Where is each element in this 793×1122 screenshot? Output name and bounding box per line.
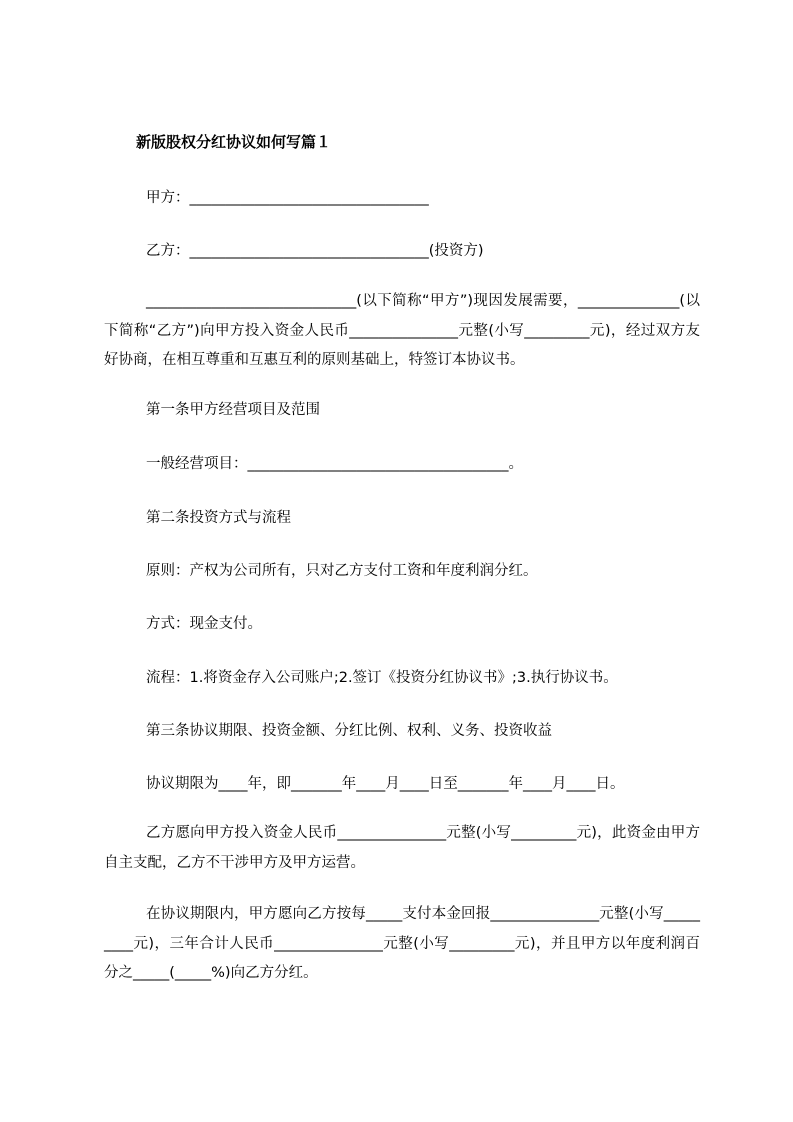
process-line: 流程：1.将资金存入公司账户;2.签订《投资分红协议书》;3.执行协议书。: [146, 670, 618, 686]
party-b-line: 乙方：_________________________________(投资方): [146, 243, 484, 259]
party-a-line: 甲方：_________________________________: [146, 190, 429, 206]
article-2-heading: 第二条投资方式与流程: [146, 510, 291, 526]
article-3-heading: 第三条协议期限、投资金额、分红比例、权利、义务、投资收益: [146, 723, 552, 739]
returns-paragraph: 在协议期限内，甲方愿向乙方按每_____支付本金回报_______________元整(小写_________元)，三年合计人民币_______________元整(小写_________元)，并且甲方以年度利润百分之_____(_____%)向乙方分红。: [104, 906, 700, 981]
investment-paragraph: 乙方愿向甲方投入资金人民币_______________元整(小写_________元)，此资金由甲方自主支配，乙方不干涉甲方及甲方运营。: [104, 825, 700, 871]
principle-line: 原则：产权为公司所有，只对乙方支付工资和年度利润分红。: [146, 563, 538, 579]
document-title: 新版股权分红协议如何写篇１: [136, 133, 332, 151]
intro-paragraph: _____________________________(以下简称“甲方”)现因发展需要，______________(以下简称“乙方”)向甲方投入资金人民币_______________元整(小写_________元)，经过双方友好协商，在相互尊重和互惠互利的原则基础上，特签订本协议书。: [104, 293, 700, 368]
method-line: 方式：现金支付。: [146, 616, 262, 632]
article-1-heading: 第一条甲方经营项目及范围: [146, 402, 320, 418]
term-line: 协议期限为____年，即_______年____月____日至_______年____月____日。: [146, 776, 625, 792]
business-scope-line: 一般经营项目：____________________________________。: [146, 456, 523, 472]
